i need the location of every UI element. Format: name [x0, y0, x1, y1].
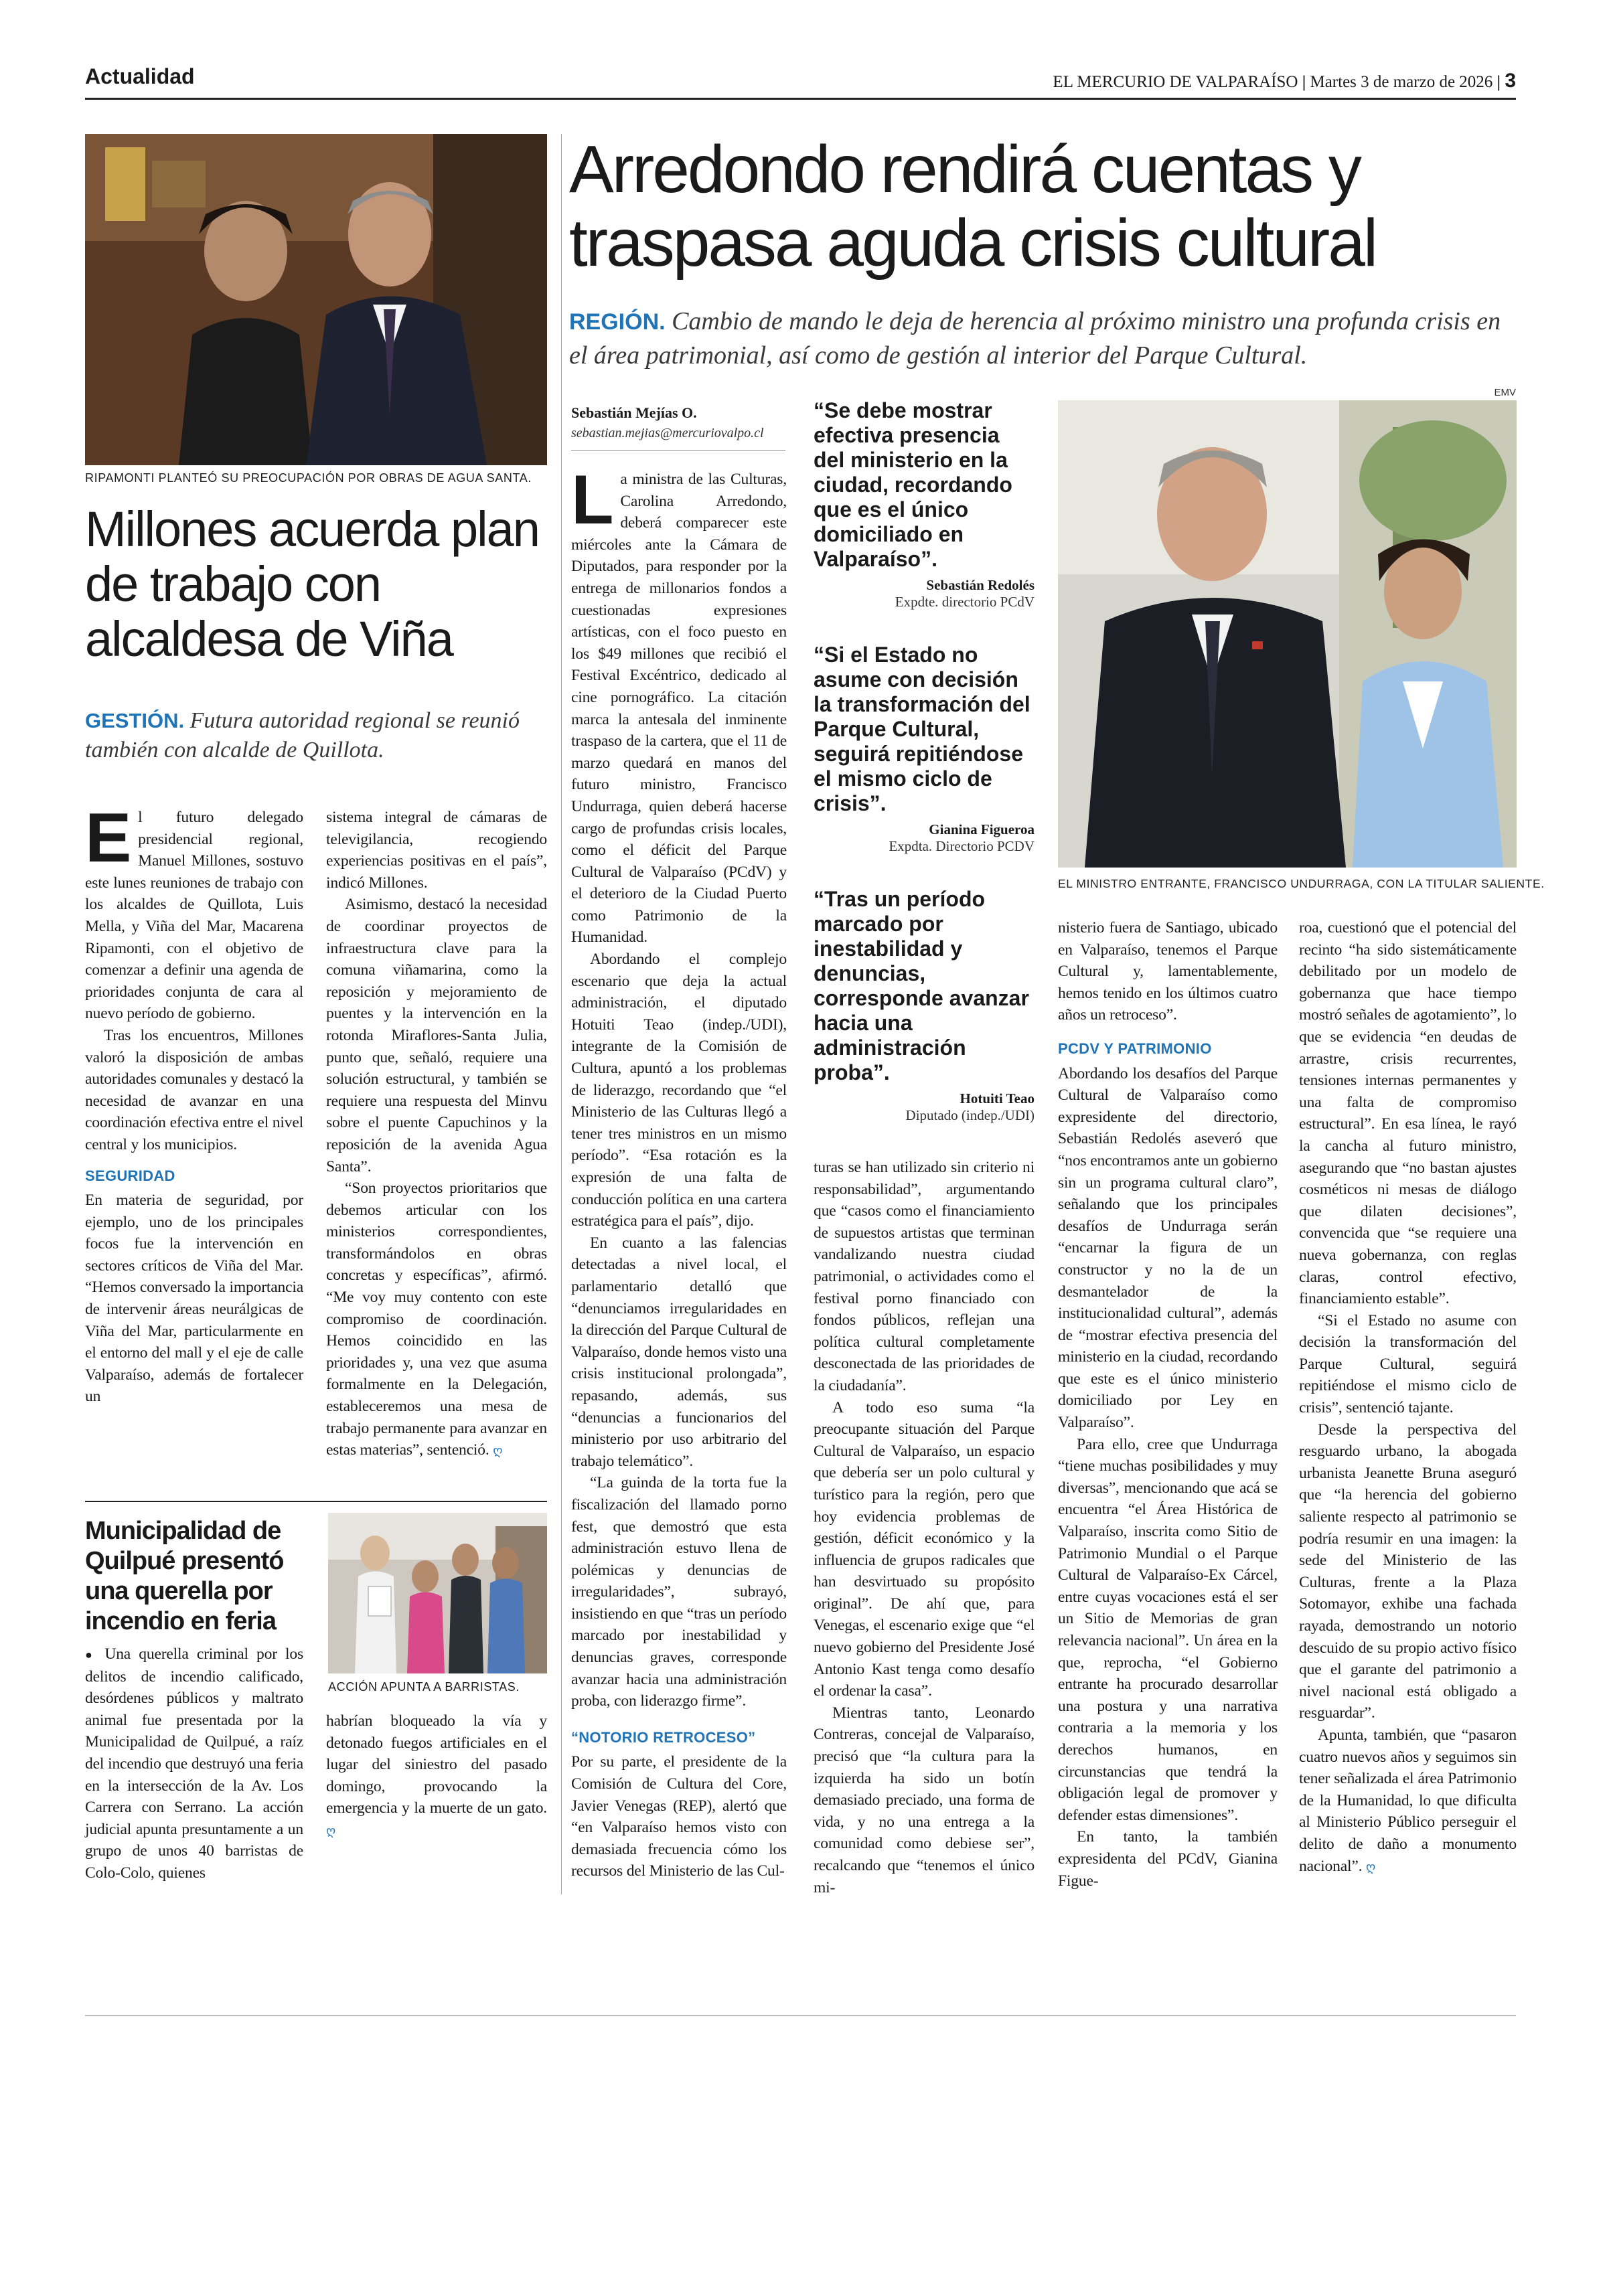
footer-rule	[85, 2015, 1516, 2016]
main-col3-p2: Abordando los desafíos del Parque Cultural de Valparaíso como expresidente del directorio, Sebastián Redolés aseveró que “nos encontramos ante un gobierno sin un programa cultural claro”, señalando que los principales desafíos de Undurraga serán “encarnar la figura de un constructor y no la de un desmantelador de la institucionalidad cultural”, además de “mostrar efectiva presencia del ministerio en la ciudad, recordando que este es el único ministerio domiciliado por Ley en Valparaíso”.	[1058, 1064, 1278, 1432]
main-col1-p4: “La guinda de la torta fue la fiscalización del llamado porno fest, que demostró que esta administración estuvo llena de polémicas y denuncias de irregularidades”, subrayó, insistiendo en que “tras un período marcado por inestabilidad y denuncias graves, corresponde avanzar hacia una administración proba, con liderazgo firme”.	[571, 1474, 787, 1710]
bullet-icon: ●	[85, 1648, 97, 1661]
side-col2-p2: Asimismo, destacó la necesidad de coordinar proyectos de infraestructura clave para la comuna viñamarina, como la reposición y mejoramiento de puentes y la intervención en la rotonda Miraflores-Santa Julia, punto que, señaló, requiere una solución estructural, y también se requiere una respuesta del Minvu sobre el puente Capuchinos y la reposición de la avenida Agua Santa”.	[326, 896, 547, 1175]
main-col3-p1: nisterio fuera de Santiago, ubicado en Valparaíso, tenemos el Parque Cultural y, lamentablemente, hemos tenido en los últimos cuatro años un retroceso”.	[1058, 919, 1278, 1024]
brief-col1-body: Una querella criminal por los delitos de incendio calificado, desórdenes públicos y maltrato animal fue presentada por la Municipalidad de Quilpué, a raíz del incendio que destruyó una feria en la intersección de la Av. Los Carrera con Serrano. La acción judicial apunta presuntamente a un grupo de unos 40 barristas de Colo-Colo, quienes	[85, 1645, 303, 1882]
main-photo-caption: EL MINISTRO ENTRANTE, FRANCISCO UNDURRAGA, CON LA TITULAR SALIENTE.	[1058, 877, 1545, 890]
side-col2-p1: sistema integral de cámaras de televigilancia, recogiendo experiencias positivas en el país”, indicó Millones.	[326, 809, 547, 892]
main-col1-p5: Por su parte, el presidente de la Comisión de Cultura del Core, Javier Venegas (REP), alertó que “en Valparaíso hemos visto con demasiada frecuencia cómo los recursos del Ministerio de las Cul-	[571, 1753, 787, 1880]
end-mark-icon: ღ	[493, 1444, 503, 1458]
end-mark-icon: ღ	[1366, 1860, 1375, 1874]
author-name: Sebastián Mejías O.	[571, 404, 697, 421]
section-label: Actualidad	[85, 64, 195, 88]
side-article-title: Millones acuerda plan de trabajo con alcaldesa de Viña	[85, 501, 539, 667]
issue-date: Martes 3 de marzo de 2026	[1310, 73, 1493, 91]
side-col1-p1: l futuro delegado presidencial regional, Manuel Millones, sostuvo este lunes reuniones de trabajo con los alcaldes de Quillota, Luis Mella, y Viña del Mar, Macarena Ripamonti, con el objetivo de comenzar a definir una agenda de prioridades conjunta de cara al nuevo período de gobierno.	[85, 809, 303, 1023]
side-col2-p3	[326, 1177, 547, 1462]
main-col1-p2: Abordando el complejo escenario que deja la actual administración, el diputado Hotuiti Teao (indep./UDI), integrante de la Comisión de Cultura, apuntó a los problemas de liderazgo, recordando que “el Ministerio de las Culturas llegó a tener tres ministros en un mismo período”. “Esa rotación es la expresión de una falta de conducción política en una cartera estratégica para el país”, dijo.	[571, 951, 787, 1230]
quote-1-name: Sebastián Redolés	[926, 577, 1035, 593]
side-lead-tag: GESTIÓN.	[85, 709, 185, 732]
photo-credit: EMV	[1494, 387, 1516, 398]
main-col4-p3: Desde la perspectiva del resguardo urbano, la abogada urbanista Jeanette Bruna aseguró que “la herencia del gobierno saliente respecto al patrimonio se podría resumir en una imagen: la sede del Ministerio de las Culturas, frente a la Plaza Sotomayor, exhibe una fachada rayada, demostrando un notorio descuido de su propio activo físico que el garante del patrimonio a nivel nacional está obligado a resguardar”.	[1299, 1420, 1517, 1722]
side-article-photo	[85, 134, 547, 465]
brief-photo-caption: ACCIÓN APUNTA A BARRISTAS.	[328, 1680, 520, 1694]
main-col4-p4-text: Apunta, también, que “pasaron cuatro nuevos años y seguimos sin tener señalizada el área Patrimonio de la Humanidad, lo que dificulta al Ministerio Público perseguir el delito de daño a monumento nacional”.	[1299, 1726, 1517, 1875]
brief-col2-text	[326, 1710, 547, 1842]
header-rule	[85, 98, 1516, 100]
main-col-2	[814, 1157, 1035, 1898]
main-col1-p3: En cuanto a las falencias detectadas a nivel local, el parlamentario detalló que “denunciamos irregularidades en la dirección del Parque Cultural de Valparaíso, donde hemos visto una crisis institucional prolongada”, repasando, además, sus “denuncias a funcionarios del ministerio por uso arbitrario del trabajo telemático”.	[571, 1234, 787, 1470]
main-col-4	[1299, 917, 1517, 1878]
main-dropcap: L	[571, 461, 614, 539]
side-divider	[85, 1501, 547, 1502]
side-subhead-seguridad: SEGURIDAD	[85, 1167, 175, 1184]
brief-photo	[328, 1513, 547, 1673]
page-number: 3	[1505, 70, 1516, 92]
quote-1-role: Expdte. directorio PCdV	[895, 594, 1035, 610]
main-col2-p3: Mientras tanto, Leonardo Contreras, concejal de Valparaíso, precisó que “la cultura para la izquierda ha sido un botín demasiado preciado, una forma de vida, y no una entrega a la comunidad como debiese ser”, recalcando que “tenemos el único mi-	[814, 1704, 1035, 1896]
main-lead-tag: REGIÓN.	[569, 309, 666, 335]
side-col1-p2: Tras los encuentros, Millones valoró la disposición de ambas autoridades comunales y destacó la necesidad de avanzar en una coordinación efectiva entre el nivel central y los municipios.	[85, 1026, 304, 1153]
main-col2-p2: A todo eso suma “la preocupante situación del Parque Cultural de Valparaíso, un espacio que debería ser un polo cultural y turístico para la región, pero que hoy evidencia problemas de gestión, déficit económico y la influencia de grupos radicales que han desvirtuado su propósito original”. De ahí que, para Venegas, el escenario exige que “el nuevo gobierno del Presidente José Antonio Kast tenga como desafío el ordenar la casa”.	[814, 1398, 1035, 1700]
main-article-photo	[1058, 400, 1517, 868]
side-col-2	[326, 807, 547, 1462]
main-col1-p1: a ministra de las Culturas, Carolina Arredondo, deberá comparecer este miércoles ante la Cámara de Diputados, para responder por la entrega de millonarios fondos a cuestionadas expresiones artísticas, con el foco puesto en los $49 millones que recibió el Festival Excéntrico, dedicado al cine pornográfico. La citación marca la antesala del inminente traspaso de la cartera, que el 11 de marzo quedará en manos del futuro ministro, Francisco Undurraga, quien deberá hacerse cargo de profundas crisis locales, como el déficit del Parque Cultural de Valparaíso (PCdV) y el deterioro de la Ciudad Puerto como Patrimonio de la Humanidad.	[571, 471, 787, 947]
brief-title: Municipalidad de Quilpué presentó una querella por incendio en feria	[85, 1517, 284, 1635]
brief-col2-body: habrían bloqueado la vía y detonado fuegos artificiales en el lugar del siniestro del pasado domingo, provocando la emergencia y la muerte de un gato.	[326, 1712, 547, 1817]
main-col4-p1: roa, cuestionó que el potencial del recinto “ha sido sistemáticamente debilitado por un modelo de gobernanza que hace tiempo mostró señales de agotamiento”, lo que se evidencia “en deudas de arrastre, crisis recurrentes, tensiones internas permanentes y una falta de compromiso estructural”. En esa línea, le rayó la cancha al futuro ministro, asegurando que “no bastan ajustes cosméticos ni mesas de diálogo que dilaten decisiones”, convencida que “se requiere una nueva gobernanza, con reglas claras, control efectivo, financiamiento estable”.	[1299, 919, 1517, 1308]
subhead-pcdv-patrimonio: PCDV Y PATRIMONIO	[1058, 1040, 1212, 1057]
side-col2-p3-text: “Son proyectos prioritarios que debemos articular con los ministerios correspondientes, transformándolos en obras concretas y específicas”, afirmó. “Me voy muy contento con este compromiso de coordinación. Hemos coincidido en las prioridades y, una vez que asuma formalmente en la Delegación, estableceremos una mesa de trabajo permanente para avanzar en estas materias”, sentenció.	[326, 1179, 547, 1459]
masthead-line: EL MERCURIO DE VALPARAÍSO | Martes 3 de marzo de 2026 | 3	[1053, 70, 1516, 92]
quote-1-text: “Se debe mostrar efectiva presencia del ministerio en la ciudad, recordando que es el único domiciliado en Valparaíso”.	[814, 398, 1012, 571]
quote-2-role: Expdta. Directorio PCDV	[889, 838, 1035, 854]
author-email: sebastian.mejias@mercuriovalpo.cl	[571, 426, 764, 440]
side-article-lead	[85, 706, 547, 765]
brief-col-2	[326, 1710, 547, 1842]
main-col-3	[1058, 917, 1278, 1892]
quote-1	[814, 398, 1035, 610]
main-col-1	[571, 461, 787, 1882]
main-col2-p1: turas se han utilizado sin criterio ni responsabilidad”, argumentando que “casos como el financiamiento de supuestos artistas que terminan vandalizando nuestra ciudad patrimonial, o actividades como el festival porno financiado con fondos públicos, reflejan una política cultural completamente desconectada de las prioridades de la ciudadanía”.	[814, 1159, 1035, 1394]
quote-2-text: “Si el Estado no asume con decisión la transformación del Parque Cultural, seguirá repitiéndose el mismo ciclo de crisis”.	[814, 643, 1030, 815]
main-col3-p3: Para ello, cree que Undurraga “tiene muchas posibilidades y muy diversas”, mencionando que acá se encuentra “el Área Histórica de Valparaíso, inscrita como Sitio de Patrimonio Mundial o el Parque Cultural de Valparaíso-Ex Cárcel, entre cuyas vocaciones está el ser un Sitio de Memorias de gran relevancia nacional”. Un área en la que, reprocha, “el Gobierno entrante ha procurado desarrollar una postura y una narrativa contraria a la memoria y los derechos humanos, en circunstancias que tendrá la obligación legal de promover y defender estas dimensiones”.	[1058, 1435, 1278, 1824]
side-dropcap: E	[85, 799, 132, 877]
quote-2-name: Gianina Figueroa	[929, 821, 1035, 837]
main-col4-p4	[1299, 1724, 1517, 1878]
newspaper-name: EL MERCURIO DE VALPARAÍSO	[1053, 73, 1298, 91]
quote-3-text: “Tras un período marcado por inestabilidad y denuncias, corresponde avanzar hacia una administración proba”.	[814, 887, 1029, 1084]
quote-3-role: Diputado (indep./UDI)	[905, 1107, 1035, 1123]
quote-3-name: Hotuiti Teao	[960, 1090, 1035, 1106]
brief-col1-text	[85, 1643, 303, 1884]
quote-3	[814, 887, 1035, 1124]
side-lead-text: Futura autoridad regional se reunió también con alcalde de Quillota.	[85, 708, 520, 762]
main-lead-text: Cambio de mando le deja de herencia al próximo ministro una profunda crisis en el área patrimonial, así como de gestión al interior del Parque Cultural.	[569, 307, 1501, 370]
end-mark-icon: ღ	[326, 1823, 335, 1837]
brief-col-1	[85, 1643, 303, 1884]
quote-2	[814, 643, 1035, 855]
main-col4-p2: “Si el Estado no asume con decisión la transformación del Parque Cultural, seguirá repitiéndose el mismo ciclo de crisis”, sentenció tajante.	[1299, 1311, 1517, 1417]
column-separator	[561, 134, 562, 1894]
subhead-notorio-retroceso: “NOTORIO RETROCESO”	[571, 1728, 756, 1746]
side-col-1	[85, 799, 304, 1408]
main-article-title: Arredondo rendirá cuentas y traspasa aguda crisis cultural	[569, 132, 1377, 280]
side-col1-p3: En materia de seguridad, por ejemplo, uno de los principales focos fue la intervención en sectores críticos de Viña del Mar. “Hemos conversado la importancia de intervenir áreas neurálgicas de Viña del Mar, particularmente en el entorno del mall y el eje de calle Valparaíso, además de fortalecer un	[85, 1192, 303, 1406]
main-col3-p4: En tanto, la también expresidenta del PCdV, Gianina Figue-	[1058, 1828, 1278, 1890]
side-photo-caption: RIPAMONTI PLANTEÓ SU PREOCUPACIÓN POR OBRAS DE AGUA SANTA.	[85, 471, 532, 485]
main-article-lead	[569, 305, 1517, 372]
